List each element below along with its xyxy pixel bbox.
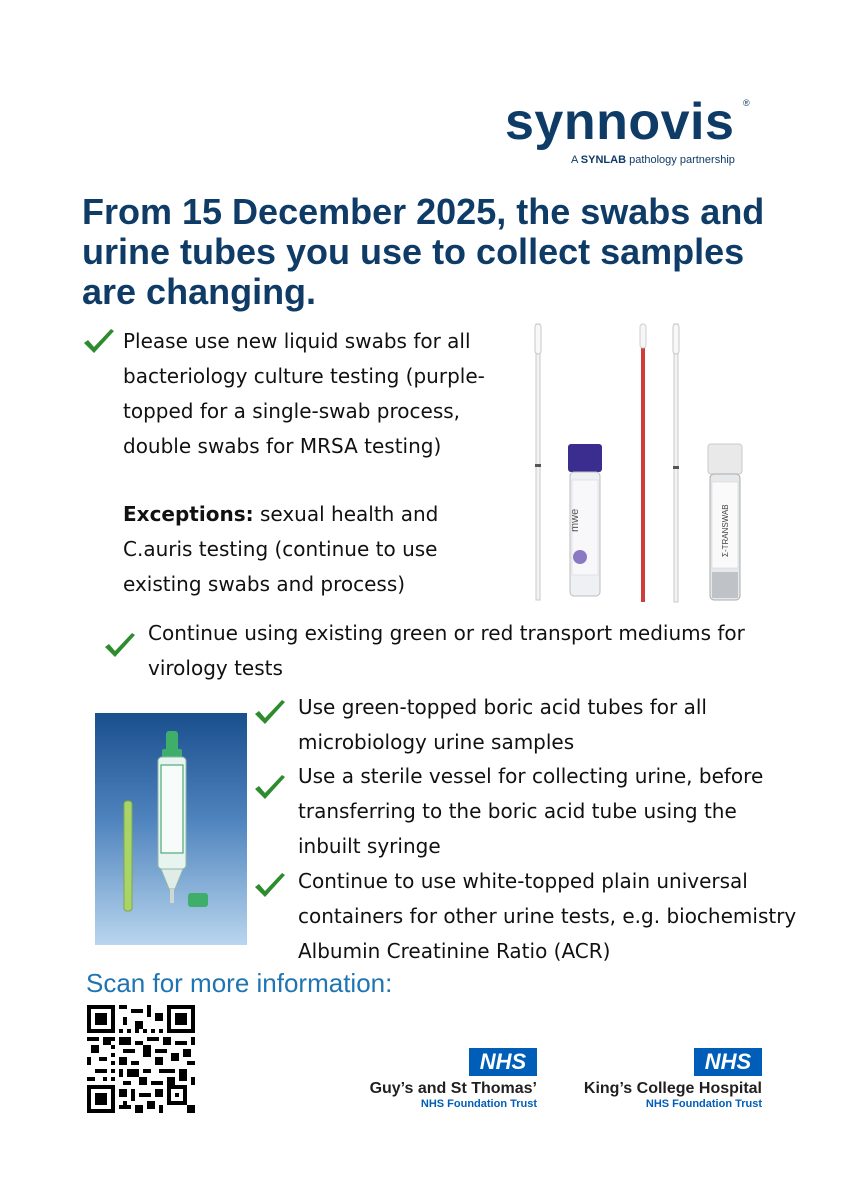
scan-label: Scan for more information: — [86, 968, 393, 998]
tube-label-right: Σ-TRANSWAB — [721, 504, 730, 557]
logo-tagline-suffix: pathology partnership — [626, 154, 735, 166]
check-icon — [82, 328, 116, 356]
check-icon — [253, 774, 287, 802]
trust-name: King’s College Hospital — [583, 1080, 762, 1097]
trust-subtitle: NHS Foundation Trust — [420, 1098, 537, 1110]
check-icon — [253, 699, 287, 727]
qr-code[interactable] — [87, 1005, 195, 1113]
tube-label-left: mwe — [569, 508, 581, 532]
logo-registered-mark: ® — [743, 98, 750, 108]
logo-tagline-prefix: A — [571, 154, 581, 166]
page-title: From 15 December 2025, the swabs and urine tubes you use to collect samples are changing. — [82, 191, 765, 312]
swab-product-photo — [528, 322, 766, 604]
logo-tagline — [571, 154, 735, 166]
swab-exceptions — [123, 497, 483, 602]
nhs-badge: NHS — [469, 1048, 537, 1076]
exceptions-text: sexual health and C.auris testing (continue to use existing swabs and process) — [123, 502, 439, 596]
trust-subtitle: NHS Foundation Trust — [645, 1098, 762, 1110]
guys-st-thomas-logo — [336, 1048, 537, 1110]
check-icon — [103, 632, 137, 660]
kings-college-logo — [560, 1048, 762, 1110]
trust-name: Guy’s and St Thomas’ — [369, 1080, 537, 1097]
urine-point-2: Use a sterile vessel for collecting urine, before transferring to the boric acid tube using the inbuilt syringe — [298, 764, 764, 858]
check-icon — [253, 872, 287, 900]
urine-point-1: Use green-topped boric acid tubes for all microbiology urine samples — [298, 695, 707, 754]
exceptions-label: Exceptions: — [123, 502, 254, 526]
boric-acid-tube-photo — [95, 713, 247, 945]
nhs-badge: NHS — [694, 1048, 762, 1076]
swab-instruction: Please use new liquid swabs for all bacteriology culture testing (purple-topped for a single-swab process, double swabs for MRSA testing) — [123, 329, 485, 458]
synnovis-logo — [505, 92, 760, 170]
urine-point-3: Continue to use white-topped plain universal containers for other urine tests, e.g. biochemistry Albumin Creatinine Ratio (ACR) — [298, 869, 797, 963]
virology-instruction: Continue using existing green or red transport mediums for virology tests — [148, 621, 745, 680]
logo-tagline-brand: SYNLAB — [580, 154, 627, 166]
logo-wordmark: synnovis — [505, 93, 735, 151]
